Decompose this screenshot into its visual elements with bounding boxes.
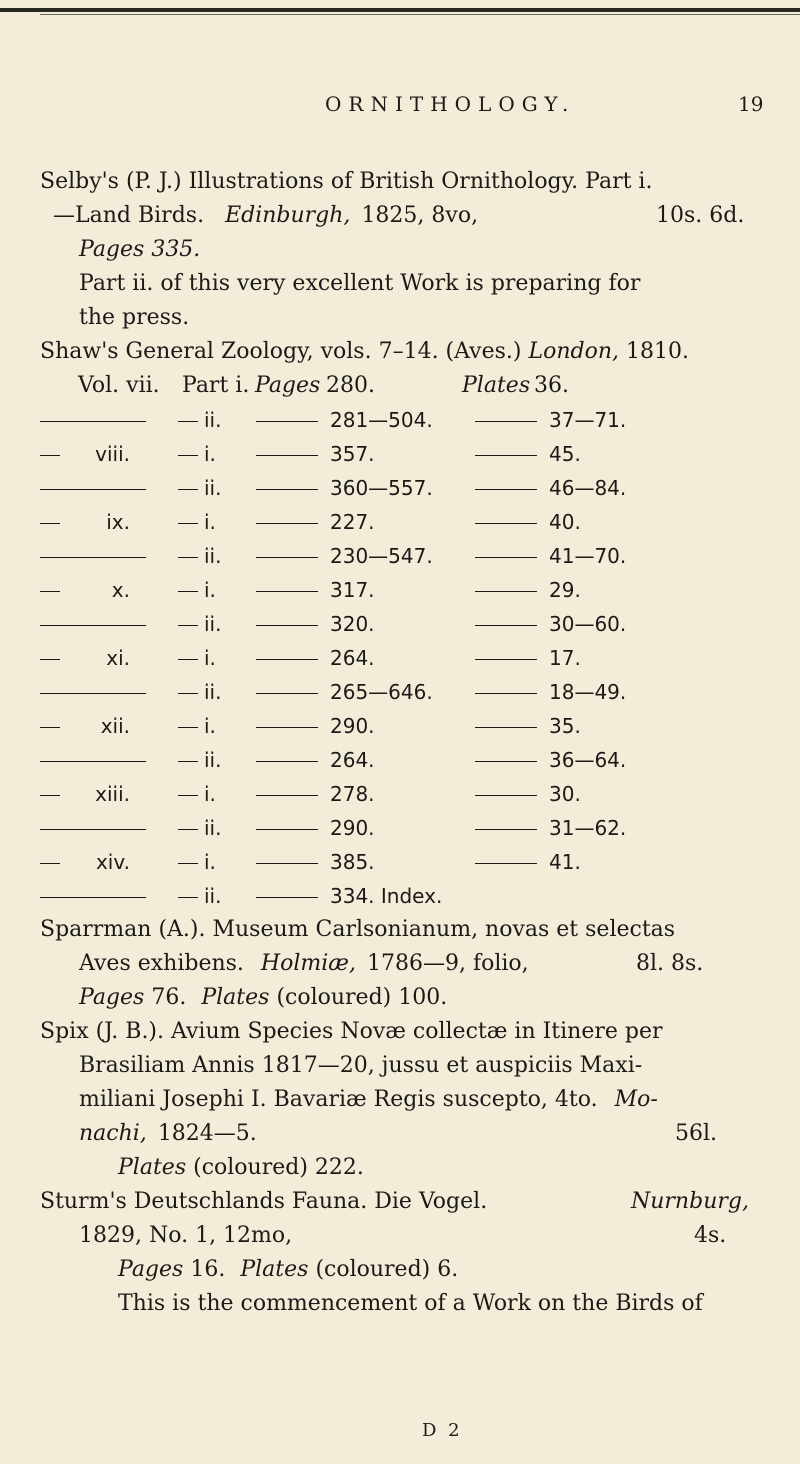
shaw-row-part-label: i. [204, 714, 216, 738]
shaw-row-volume [40, 811, 146, 845]
shaw-row-volume-label: ix. [106, 510, 130, 534]
dash-rule [178, 829, 198, 830]
sparrman-pages-label: Pages [79, 985, 145, 1010]
spix-price: 56l. [675, 1121, 718, 1146]
sturm-entry-line-3 [118, 1253, 458, 1287]
dash-rule [40, 659, 60, 660]
page-number: 19 [738, 92, 764, 116]
ditto-rule [475, 489, 537, 490]
ditto-rule [475, 421, 537, 422]
shaw-row-volume-label: xii. [100, 714, 130, 738]
shaw-row-part [178, 709, 216, 743]
shaw-row-volume [40, 743, 146, 777]
ditto-rule [256, 489, 318, 490]
shaw-row-plates-value: 41—70. [549, 544, 627, 568]
dash-rule [178, 863, 198, 864]
shaw-row-plates-value: 36—64. [549, 748, 627, 772]
ditto-rule [40, 625, 146, 626]
shaw-row-pages-value: 278. [330, 782, 375, 806]
shaw-row-pages-value: 385. [330, 850, 375, 874]
shaw-row-part-label: ii. [204, 612, 222, 636]
dash-rule [178, 693, 198, 694]
shaw-table-row [0, 709, 800, 743]
shaw-row-pages [256, 573, 375, 607]
ditto-rule [40, 693, 146, 694]
shaw-table-row [0, 403, 800, 437]
dash-rule [40, 455, 60, 456]
shaw-row-pages-value: 227. [330, 510, 375, 534]
shaw-row-part-label: i. [204, 578, 216, 602]
dash-rule [178, 795, 198, 796]
ditto-rule [475, 761, 537, 762]
shaw-table-row [0, 675, 800, 709]
selby-note-line-1: Part ii. of this very excellent Work is preparing for [79, 271, 641, 296]
running-head [0, 92, 800, 122]
shaw-row-part-label: i. [204, 646, 216, 670]
ditto-rule [40, 829, 146, 830]
shaw-table-header [78, 369, 738, 403]
dash-rule [40, 591, 60, 592]
shaw-table-row [0, 811, 800, 845]
shaw-row-plates [475, 539, 626, 573]
shaw-row-volume-label: xiii. [95, 782, 130, 806]
spix-date: 1824—5. [157, 1121, 257, 1146]
sparrman-entry-line-3 [79, 981, 447, 1015]
shaw-row-plates-value: 30—60. [549, 612, 627, 636]
shaw-row-part-label: ii. [204, 408, 222, 432]
shaw-row-plates [475, 743, 626, 777]
spix-entry-line-4 [79, 1117, 759, 1151]
selby-section: —Land Birds. [53, 203, 205, 228]
shaw-row-pages [256, 539, 433, 573]
ditto-rule [256, 863, 318, 864]
dash-rule [178, 421, 198, 422]
ditto-rule [40, 489, 146, 490]
shaw-row-volume-label: xi. [106, 646, 130, 670]
sturm-price: 4s. [694, 1223, 727, 1248]
shaw-table-row [0, 573, 800, 607]
ditto-rule [475, 863, 537, 864]
shaw-row-volume [40, 675, 146, 709]
shaw-header-plates-label: Plates [462, 373, 531, 398]
shaw-row-part-label: ii. [204, 816, 222, 840]
shaw-row-plates-value: 18—49. [549, 680, 627, 704]
sparrman-subtitle: Aves exhibens. [79, 951, 244, 976]
shaw-row-part [178, 777, 216, 811]
ditto-rule [256, 761, 318, 762]
shaw-header-vol: Vol. vii. [78, 373, 160, 398]
shaw-row-volume [40, 403, 146, 437]
ditto-rule [475, 829, 537, 830]
selby-price: 10s. 6d. [656, 203, 745, 228]
shaw-title: Shaw's General Zoology, vols. 7–14. (Aves.) [40, 339, 522, 364]
spix-title-cont: miliani Josephi I. Bavariæ Regis suscepto, 4to. [79, 1087, 598, 1112]
shaw-table-row [0, 743, 800, 777]
shaw-row-plates [475, 607, 626, 641]
shaw-row-pages [256, 709, 375, 743]
ditto-rule [256, 625, 318, 626]
dash-rule [178, 761, 198, 762]
ditto-rule [475, 693, 537, 694]
shaw-row-part-label: i. [204, 510, 216, 534]
spix-entry-line-2: Brasiliam Annis 1817—20, jussu et auspiciis Maxi- [79, 1053, 643, 1078]
dash-rule [178, 489, 198, 490]
dash-rule [178, 625, 198, 626]
dash-rule [40, 727, 60, 728]
sparrman-entry-line-1: Sparrman (A.). Museum Carlsonianum, novas et selectas [40, 917, 676, 942]
shaw-row-plates-value: 17. [549, 646, 581, 670]
shaw-row-part [178, 743, 221, 777]
shaw-row-pages-value: 264. [330, 748, 375, 772]
ditto-rule [256, 421, 318, 422]
shaw-table-row [0, 845, 800, 879]
shaw-row-part-label: ii. [204, 544, 222, 568]
sturm-plates: (coloured) 6. [315, 1257, 459, 1282]
shaw-row-plates [475, 403, 626, 437]
shaw-row-part [178, 811, 221, 845]
shaw-row-plates [475, 845, 581, 879]
dash-rule [178, 897, 198, 898]
shaw-row-part [178, 845, 216, 879]
shaw-row-plates-value: 37—71. [549, 408, 627, 432]
ditto-rule [40, 761, 146, 762]
shaw-row-pages-value: 281—504. [330, 408, 433, 432]
spix-plates-label: Plates [118, 1155, 187, 1180]
shaw-header-plates: 36. [534, 373, 569, 398]
ditto-rule [40, 421, 146, 422]
selby-note-line-2: the press. [79, 305, 190, 330]
shaw-row-plates [475, 505, 581, 539]
top-border-hairline [40, 14, 800, 15]
shaw-row-part [178, 879, 221, 913]
shaw-row-volume [40, 709, 130, 743]
shaw-row-pages-value: 265—646. [330, 680, 433, 704]
ditto-rule [256, 659, 318, 660]
shaw-table-row [0, 641, 800, 675]
sparrman-entry-line-2 [79, 947, 759, 981]
shaw-row-part [178, 641, 216, 675]
shaw-row-pages [256, 879, 442, 913]
dash-rule [178, 455, 198, 456]
spix-entry-line-3 [79, 1083, 658, 1117]
dash-rule [40, 863, 60, 864]
shaw-header-part: Part i. [182, 373, 250, 398]
running-head-title: ORNITHOLOGY. [325, 92, 576, 116]
shaw-row-plates [475, 777, 581, 811]
shaw-row-pages [256, 403, 433, 437]
shaw-row-plates [475, 641, 581, 675]
shaw-row-volume [40, 539, 146, 573]
ditto-rule [475, 557, 537, 558]
shaw-row-volume [40, 641, 130, 675]
shaw-row-part-label: i. [204, 850, 216, 874]
shaw-row-plates-value: 40. [549, 510, 581, 534]
shaw-row-part [178, 607, 221, 641]
ditto-rule [475, 625, 537, 626]
shaw-row-plates-value: 35. [549, 714, 581, 738]
ditto-rule [256, 829, 318, 830]
shaw-row-pages-value: 360—557. [330, 476, 433, 500]
shaw-row-pages [256, 811, 375, 845]
sparrman-pages: 76. [151, 985, 187, 1010]
ditto-rule [475, 523, 537, 524]
shaw-table-row [0, 879, 800, 913]
ditto-rule [256, 523, 318, 524]
spix-place-part-2: nachi, [79, 1121, 147, 1146]
shaw-place: London, [528, 339, 619, 364]
ditto-rule [475, 727, 537, 728]
selby-pages: Pages 335. [79, 237, 201, 262]
shaw-row-part [178, 471, 221, 505]
shaw-row-plates-value: 46—84. [549, 476, 627, 500]
shaw-row-plates [475, 471, 626, 505]
shaw-row-pages [256, 505, 375, 539]
dash-rule [178, 659, 198, 660]
shaw-row-plates [475, 675, 626, 709]
shaw-table-row [0, 437, 800, 471]
ditto-rule [256, 727, 318, 728]
sturm-pages-label: Pages [118, 1257, 184, 1282]
sparrman-date-format: 1786—9, folio, [366, 951, 529, 976]
sparrman-place: Holmiæ, [260, 951, 356, 976]
sparrman-price: 8l. 8s. [636, 951, 704, 976]
shaw-row-volume [40, 437, 130, 471]
sparrman-plates-label: Plates [201, 985, 270, 1010]
shaw-row-pages-value: 290. [330, 816, 375, 840]
spix-entry-line-5 [118, 1151, 364, 1185]
spix-entry-line-1: Spix (J. B.). Avium Species Novæ collectæ in Itinere per [40, 1019, 663, 1044]
shaw-row-part-label: ii. [204, 680, 222, 704]
shaw-row-plates [475, 573, 581, 607]
shaw-row-part [178, 675, 221, 709]
sturm-title: Sturm's Deutschlands Fauna. Die Vogel. [40, 1189, 488, 1214]
shaw-row-part [178, 505, 216, 539]
shaw-table-row [0, 505, 800, 539]
shaw-header-pages-label: Pages [255, 373, 321, 398]
dash-rule [178, 727, 198, 728]
shaw-row-volume [40, 471, 146, 505]
shaw-row-pages-value: 264. [330, 646, 375, 670]
ditto-rule [256, 557, 318, 558]
ditto-rule [475, 795, 537, 796]
shaw-header-pages: 280. [326, 373, 375, 398]
shaw-row-volume-label: viii. [95, 442, 130, 466]
sturm-entry-line-1 [40, 1185, 760, 1219]
shaw-row-pages [256, 777, 375, 811]
selby-entry-line-1: Selby's (P. J.) Illustrations of British Ornithology. Part i. [40, 169, 653, 194]
shaw-table-row [0, 471, 800, 505]
shaw-row-pages-value: 334. Index. [330, 884, 443, 908]
top-border-rule [0, 8, 800, 12]
shaw-year: 1810. [625, 339, 689, 364]
shaw-row-part-label: ii. [204, 884, 222, 908]
shaw-row-plates-value: 41. [549, 850, 581, 874]
selby-date-format: 1825, 8vo, [361, 203, 479, 228]
shaw-row-pages-value: 357. [330, 442, 375, 466]
shaw-row-pages [256, 845, 375, 879]
shaw-row-volume [40, 879, 146, 913]
shaw-row-plates-value: 29. [549, 578, 581, 602]
sturm-place: Nurnburg, [631, 1189, 749, 1214]
signature-mark: D 2 [422, 1420, 463, 1441]
shaw-row-volume [40, 573, 130, 607]
ditto-rule [256, 795, 318, 796]
shaw-row-part [178, 437, 216, 471]
shaw-row-pages [256, 437, 375, 471]
sturm-entry-line-2 [79, 1219, 759, 1253]
shaw-entry-line-1 [40, 335, 689, 369]
shaw-row-pages [256, 471, 433, 505]
shaw-row-pages-value: 317. [330, 578, 375, 602]
sturm-pages: 16. [190, 1257, 226, 1282]
shaw-row-part [178, 573, 216, 607]
shaw-row-volume [40, 607, 146, 641]
shaw-row-pages-value: 320. [330, 612, 375, 636]
shaw-row-plates [475, 811, 626, 845]
sturm-note: This is the commencement of a Work on the Birds of [118, 1291, 703, 1316]
spix-plates: (coloured) 222. [193, 1155, 364, 1180]
shaw-row-volume [40, 845, 130, 879]
ditto-rule [256, 693, 318, 694]
ditto-rule [475, 659, 537, 660]
selby-place: Edinburgh, [225, 203, 351, 228]
shaw-table-row [0, 777, 800, 811]
sparrman-plates: (coloured) 100. [276, 985, 448, 1010]
shaw-table-row [0, 539, 800, 573]
shaw-table-row [0, 607, 800, 641]
shaw-row-plates-value: 31—62. [549, 816, 627, 840]
spix-place-part-1: Mo- [614, 1087, 658, 1112]
sturm-date-format: 1829, No. 1, 12mo, [79, 1223, 293, 1248]
shaw-row-volume-label: xiv. [95, 850, 130, 874]
shaw-row-part-label: ii. [204, 748, 222, 772]
ditto-rule [40, 897, 146, 898]
shaw-row-plates [475, 437, 581, 471]
dash-rule [178, 523, 198, 524]
dash-rule [178, 591, 198, 592]
selby-entry-line-2 [53, 199, 753, 233]
shaw-row-part [178, 539, 221, 573]
ditto-rule [256, 897, 318, 898]
shaw-row-pages [256, 641, 375, 675]
ditto-rule [475, 455, 537, 456]
shaw-row-pages-value: 290. [330, 714, 375, 738]
shaw-row-pages-value: 230—547. [330, 544, 433, 568]
shaw-row-volume [40, 777, 130, 811]
dash-rule [178, 557, 198, 558]
shaw-row-plates-value: 45. [549, 442, 581, 466]
sturm-plates-label: Plates [240, 1257, 309, 1282]
dash-rule [40, 795, 60, 796]
ditto-rule [256, 591, 318, 592]
shaw-row-pages [256, 675, 433, 709]
dash-rule [40, 523, 60, 524]
shaw-row-part [178, 403, 221, 437]
shaw-row-part-label: i. [204, 442, 216, 466]
shaw-row-plates [475, 709, 581, 743]
ditto-rule [475, 591, 537, 592]
shaw-row-volume-label: x. [111, 578, 130, 602]
shaw-row-plates-value: 30. [549, 782, 581, 806]
ditto-rule [40, 557, 146, 558]
ditto-rule [256, 455, 318, 456]
shaw-row-part-label: i. [204, 782, 216, 806]
shaw-row-pages [256, 743, 375, 777]
shaw-row-volume [40, 505, 130, 539]
shaw-row-part-label: ii. [204, 476, 222, 500]
shaw-row-pages [256, 607, 375, 641]
